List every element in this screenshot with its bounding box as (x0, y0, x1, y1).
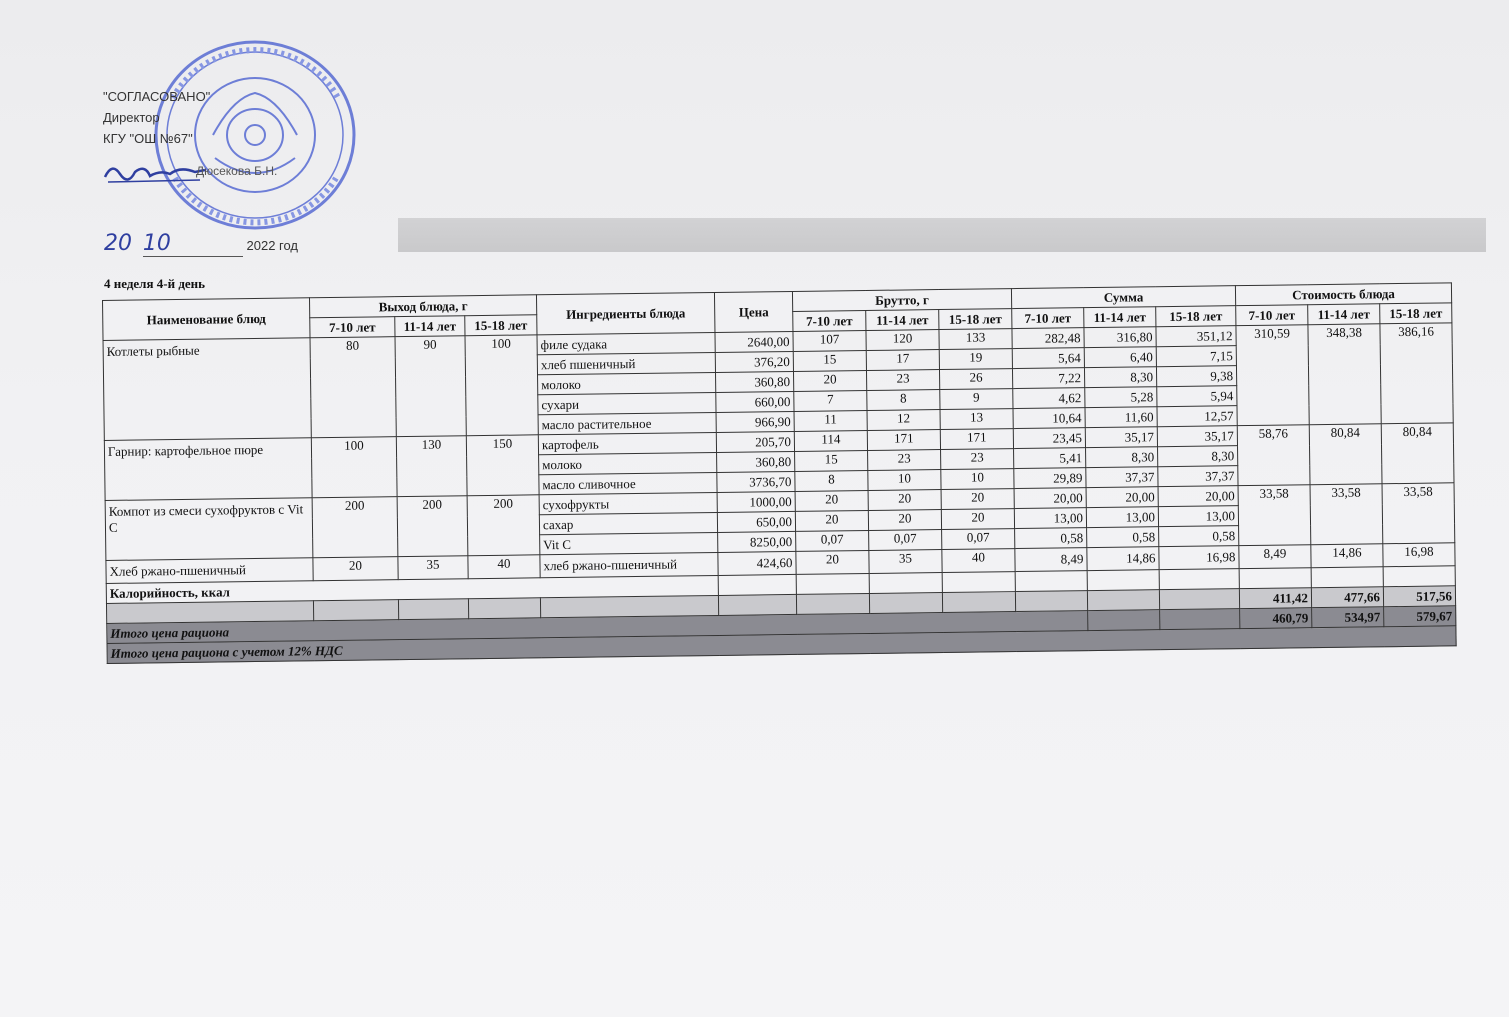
dish-cost-age3: 80,84 (1381, 423, 1454, 484)
ingredient-gross-age3: 40 (942, 549, 1015, 573)
ingredient-sum-age2: 20,00 (1086, 487, 1158, 508)
ingredient-gross-age2: 171 (867, 430, 940, 451)
empty-cell (1015, 591, 1087, 612)
ingredient-gross-age2: 20 (868, 490, 941, 511)
dish-yield-age2: 90 (395, 336, 466, 437)
ingredient-name: картофель (538, 432, 716, 454)
ingredient-gross-age2: 23 (868, 450, 941, 471)
ingredient-gross-age1: 114 (794, 430, 867, 451)
ingredient-sum-age1: 23,45 (1013, 428, 1085, 449)
calories-cell (1015, 571, 1087, 592)
date-month: 10 (142, 231, 171, 256)
dish-yield-age1: 200 (312, 497, 398, 558)
total-ration-age1: 460,79 (1240, 608, 1312, 629)
ingredient-sum-age3: 37,37 (1158, 466, 1238, 487)
th-sum: Сумма (1011, 286, 1235, 309)
calories-cell (1087, 570, 1159, 591)
dish-cost-age3: 386,16 (1380, 323, 1453, 424)
ingredient-price: 205,70 (716, 431, 794, 452)
th-gross-age2: 11-14 лет (866, 310, 939, 331)
dish-cost-age1: 310,59 (1236, 325, 1309, 426)
ingredient-price: 8250,00 (718, 531, 796, 552)
dish-cost-age3: 16,98 (1383, 543, 1455, 567)
ingredient-sum-age2: 35,17 (1085, 427, 1157, 448)
ingredient-name: хлеб ржано-пшеничный (540, 552, 718, 577)
dish-name: Гарнир: картофельное пюре (104, 438, 312, 501)
dish-yield-age1: 20 (313, 557, 398, 581)
ingredient-price: 660,00 (716, 391, 794, 412)
th-price: Цена (714, 291, 793, 332)
menu-table (102, 282, 1457, 664)
empty-cell (106, 601, 313, 624)
th-gross-age3: 15-18 лет (939, 309, 1012, 330)
dish-yield-age2: 130 (396, 436, 467, 497)
empty-cell (942, 592, 1015, 613)
empty-cell (398, 599, 468, 620)
dish-name: Компот из смеси сухофруктов с Vit C (105, 498, 313, 561)
dish-name: Хлеб ржано-пшеничный (106, 558, 313, 584)
calories-cell (1239, 568, 1311, 589)
ingredient-sum-age2: 8,30 (1086, 447, 1158, 468)
ingredient-name: масло сливочное (539, 472, 717, 494)
dish-cost-age1: 8,49 (1239, 545, 1311, 569)
ingredient-sum-age3: 9,38 (1156, 366, 1236, 387)
ingredient-gross-age3: 26 (939, 369, 1012, 390)
ingredient-gross-age1: 8 (795, 470, 868, 491)
ingredient-price: 376,20 (715, 351, 793, 372)
ingredient-gross-age1: 0,07 (796, 530, 869, 551)
ingredient-sum-age1: 0,58 (1015, 528, 1087, 549)
approval-block (103, 86, 210, 149)
ingredient-gross-age1: 20 (795, 510, 868, 531)
ingredient-gross-age2: 10 (868, 470, 941, 491)
ingredient-name: сухари (538, 392, 716, 414)
ingredient-gross-age2: 35 (869, 550, 942, 574)
empty-cell (1088, 610, 1160, 631)
th-yield: Выход блюда, г (309, 295, 536, 318)
ingredient-sum-age3: 8,30 (1158, 446, 1238, 467)
empty-cell (869, 593, 942, 614)
th-yield-age1: 7-10 лет (310, 317, 395, 338)
total-ration-label: Итого цена рациона (107, 611, 1088, 644)
ingredient-sum-age3: 5,94 (1157, 386, 1237, 407)
ingredient-name: сахар (539, 512, 717, 534)
ingredient-gross-age3: 0,07 (942, 529, 1015, 550)
th-yield-age3: 15-18 лет (465, 315, 537, 336)
ingredient-gross-age1: 20 (793, 370, 866, 391)
empty-cell (1160, 609, 1240, 630)
calories-cell (869, 573, 942, 594)
th-gross: Брутто, г (792, 289, 1011, 312)
ingredient-price: 360,80 (716, 371, 794, 392)
th-ingredients: Ингредиенты блюда (536, 292, 715, 334)
ingredient-name: хлеб пшеничный (537, 352, 715, 374)
ingredient-gross-age2: 120 (866, 330, 939, 351)
ingredient-sum-age3: 0,58 (1159, 526, 1239, 547)
calories-cell (718, 574, 796, 595)
ingredient-gross-age2: 12 (867, 410, 940, 431)
scan-shadow-band (398, 218, 1486, 252)
dish-name: Котлеты рыбные (103, 338, 311, 441)
th-cost-age1: 7-10 лет (1236, 305, 1308, 326)
handwritten-signature (100, 152, 210, 192)
dish-yield-age1: 80 (310, 337, 396, 438)
dish-yield-age2: 35 (398, 556, 468, 580)
ingredient-sum-age3: 351,12 (1156, 326, 1236, 347)
ingredient-sum-age1: 5,41 (1014, 448, 1086, 469)
dish-cost-age2: 14,86 (1311, 544, 1383, 568)
ingredient-sum-age2: 5,28 (1085, 387, 1157, 408)
signer-name: Дюсекова Б.Н. (196, 164, 278, 178)
ingredient-sum-age1: 5,64 (1012, 348, 1084, 369)
empty-cell (313, 600, 398, 621)
ingredient-price: 1000,00 (717, 491, 795, 512)
ingredient-sum-age2: 13,00 (1086, 507, 1158, 528)
th-yield-age2: 11-14 лет (395, 316, 465, 337)
dish-cost-age2: 33,58 (1310, 484, 1383, 545)
ingredient-sum-age1: 13,00 (1014, 508, 1086, 529)
th-cost: Стоимость блюда (1235, 283, 1451, 306)
ingredient-sum-age3: 16,98 (1159, 546, 1239, 570)
ingredient-sum-age3: 12,57 (1157, 406, 1237, 427)
empty-cell (718, 594, 796, 615)
th-dish-name: Наименование блюд (103, 298, 311, 341)
totals-section (106, 566, 1456, 664)
dish-cost-age2: 348,38 (1308, 324, 1381, 425)
ingredient-sum-age2: 6,40 (1084, 347, 1156, 368)
ingredient-sum-age1: 8,49 (1015, 548, 1087, 572)
ingredient-name: молоко (539, 452, 717, 474)
menu-table-wrapper (102, 282, 1457, 664)
calories-label: Калорийность, ккал (106, 575, 718, 603)
ingredient-sum-age3: 7,15 (1156, 346, 1236, 367)
empty-cell (1159, 589, 1239, 610)
empty-cell (540, 595, 718, 617)
ingredient-sum-age3: 13,00 (1158, 506, 1238, 527)
ingredient-gross-age1: 15 (795, 450, 868, 471)
total-cost-age3: 517,56 (1383, 586, 1455, 607)
ingredient-name: сухофрукты (539, 492, 717, 514)
ingredient-gross-age2: 17 (866, 350, 939, 371)
dish-yield-age1: 100 (311, 437, 397, 498)
empty-cell (796, 593, 869, 614)
ingredient-gross-age2: 8 (867, 390, 940, 411)
date-year: 2022 год (246, 238, 299, 253)
dish-cost-age1: 33,58 (1238, 485, 1311, 546)
th-sum-age1: 7-10 лет (1012, 308, 1084, 329)
total-vat-label: Итого цена рациона с учетом 12% НДС (107, 626, 1456, 664)
ingredient-name: Vit C (540, 532, 718, 554)
ingredient-price: 966,90 (716, 411, 794, 432)
th-gross-age1: 7-10 лет (793, 311, 866, 332)
ingredient-gross-age1: 11 (794, 410, 867, 431)
ingredient-sum-age1: 29,89 (1014, 468, 1086, 489)
ingredient-gross-age1: 107 (793, 331, 866, 352)
date-day: 20 (104, 231, 132, 256)
ingredient-gross-age3: 9 (940, 389, 1013, 410)
dish-cost-age1: 58,76 (1237, 425, 1310, 486)
ingredient-gross-age3: 20 (941, 489, 1014, 510)
ingredient-gross-age2: 20 (868, 510, 941, 531)
dish-yield-age3: 100 (465, 335, 538, 436)
dish-cost-age2: 80,84 (1309, 424, 1382, 485)
ingredient-sum-age2: 37,37 (1086, 467, 1158, 488)
calories-cell (1311, 567, 1383, 588)
ingredient-price: 360,80 (717, 451, 795, 472)
ingredient-gross-age1: 15 (793, 351, 866, 372)
dish-cost-age3: 33,58 (1382, 483, 1455, 544)
ingredient-gross-age3: 20 (941, 509, 1014, 530)
ingredient-gross-age3: 23 (941, 449, 1014, 470)
dish-rows (103, 323, 1455, 584)
ingredient-gross-age1: 20 (796, 550, 869, 574)
calories-cell (1159, 569, 1239, 590)
ingredient-gross-age3: 19 (939, 349, 1012, 370)
ingredient-sum-age2: 11,60 (1085, 407, 1157, 428)
empty-cell (1087, 590, 1159, 611)
th-sum-age2: 11-14 лет (1084, 307, 1156, 328)
ingredient-sum-age1: 7,22 (1012, 368, 1084, 389)
ingredient-sum-age2: 8,30 (1084, 367, 1156, 388)
ingredient-price: 2640,00 (715, 331, 793, 352)
week-day-label: 4 неделя 4-й день (104, 276, 206, 291)
ingredient-gross-age1: 7 (794, 390, 867, 411)
total-ration-age3: 579,67 (1384, 606, 1456, 627)
calories-cell (796, 573, 869, 594)
ingredient-price: 650,00 (717, 511, 795, 532)
approval-position: Директор (103, 110, 160, 125)
total-cost-age1: 411,42 (1239, 588, 1311, 609)
approval-agreed: "СОГЛАСОВАНО" (103, 89, 211, 104)
ingredient-gross-age2: 0,07 (869, 530, 942, 551)
ingredient-name: филе судака (537, 332, 715, 354)
ingredient-gross-age3: 10 (941, 469, 1014, 490)
ingredient-gross-age1: 20 (795, 490, 868, 511)
ingredient-sum-age1: 10,64 (1013, 408, 1085, 429)
calories-cell (942, 572, 1015, 593)
dish-yield-age3: 150 (466, 435, 539, 496)
ingredient-name: молоко (538, 372, 716, 394)
total-ration-age2: 534,97 (1312, 607, 1384, 628)
th-cost-age2: 11-14 лет (1308, 304, 1380, 325)
ingredient-gross-age3: 133 (939, 329, 1012, 350)
ingredient-name: масло растительное (538, 412, 716, 434)
empty-cell (468, 598, 540, 619)
approval-org: КГУ "ОШ №67" (103, 131, 193, 146)
dish-yield-age3: 40 (468, 555, 540, 579)
th-sum-age3: 15-18 лет (1156, 306, 1236, 327)
ingredient-sum-age2: 0,58 (1087, 527, 1159, 548)
ingredient-sum-age3: 20,00 (1158, 486, 1238, 507)
ingredient-gross-age3: 13 (940, 409, 1013, 430)
dish-yield-age3: 200 (467, 495, 540, 556)
ingredient-sum-age1: 20,00 (1014, 488, 1086, 509)
th-cost-age3: 15-18 лет (1380, 303, 1452, 324)
ingredient-sum-age1: 4,62 (1013, 388, 1085, 409)
dish-yield-age2: 200 (397, 496, 468, 557)
approval-date (104, 231, 298, 257)
ingredient-sum-age2: 14,86 (1087, 547, 1159, 571)
ingredient-sum-age1: 282,48 (1012, 328, 1084, 349)
ingredient-gross-age3: 171 (940, 429, 1013, 450)
total-cost-age2: 477,66 (1311, 587, 1383, 608)
ingredient-price: 3736,70 (717, 471, 795, 492)
ingredient-price: 424,60 (718, 551, 796, 575)
ingredient-sum-age3: 35,17 (1157, 426, 1237, 447)
ingredient-sum-age2: 316,80 (1084, 327, 1156, 348)
ingredient-gross-age2: 23 (866, 370, 939, 391)
calories-cell (1383, 566, 1455, 587)
